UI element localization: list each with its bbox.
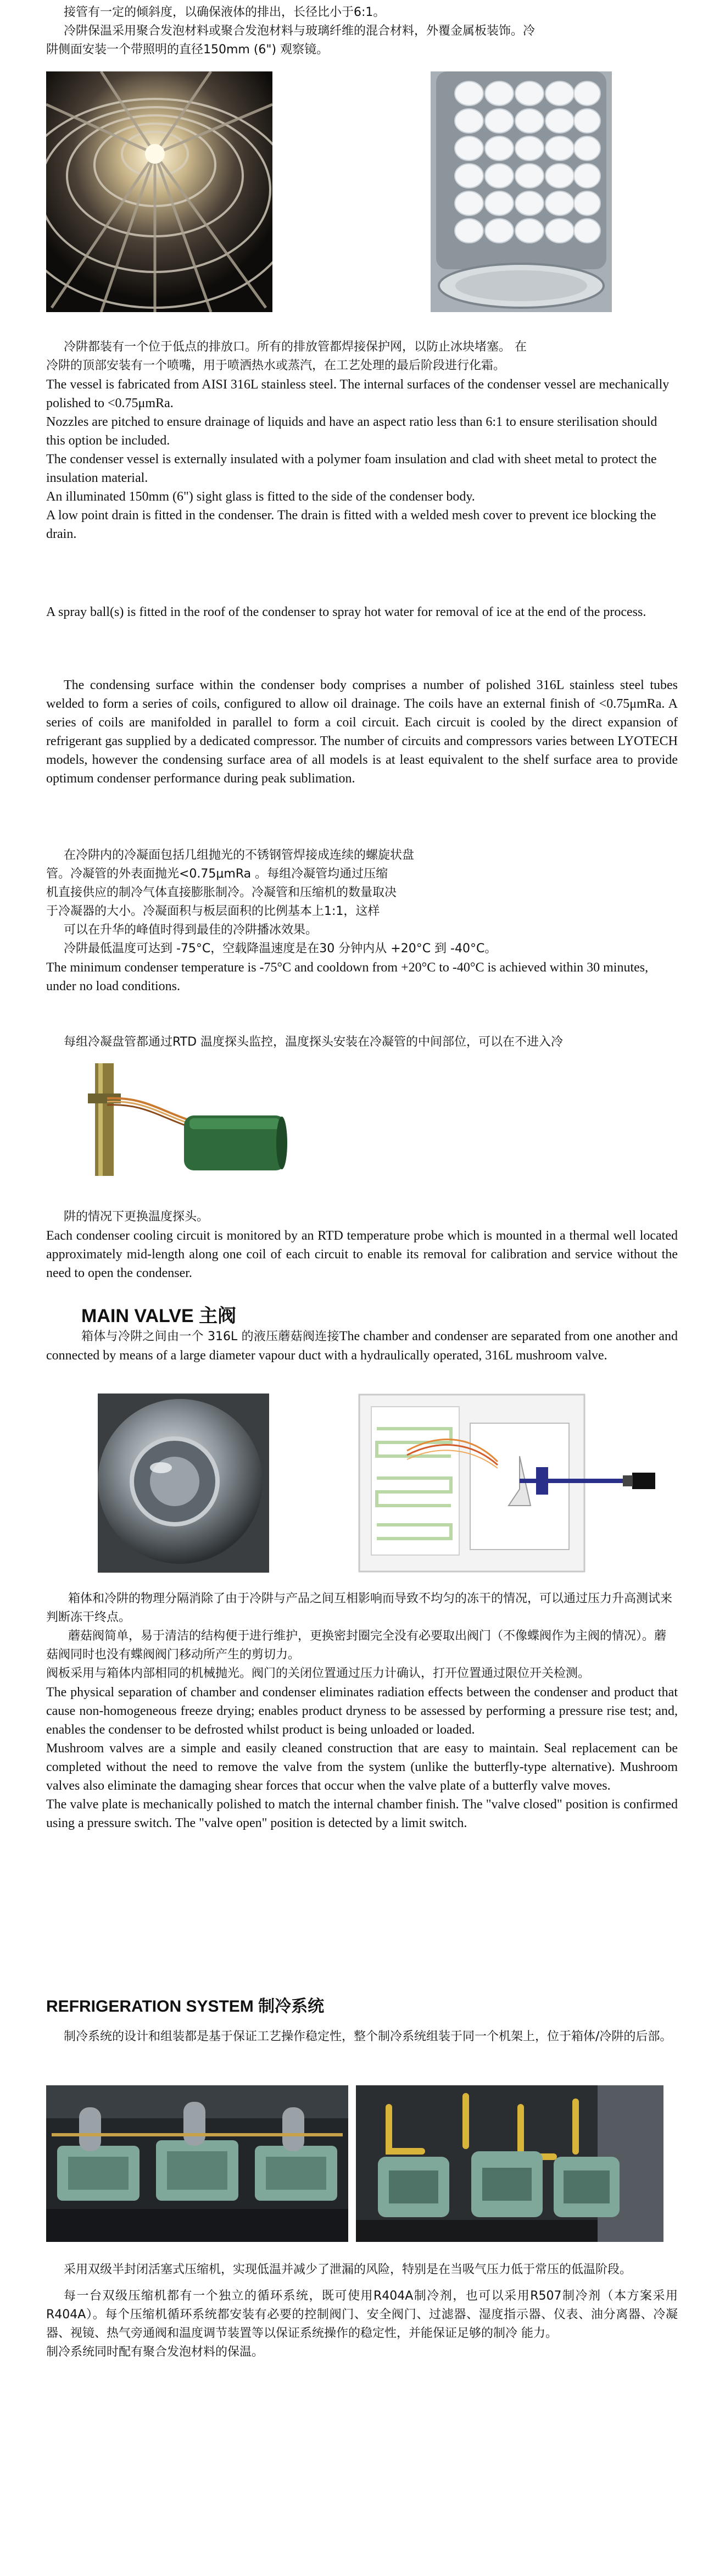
vessel-en-1: The vessel is fabricated from AISI 316L stainless steel. The internal surfaces of the condenser vessel are mechanically polished to <0.75μmRa.	[46, 377, 670, 410]
coils-zh-2: 管。冷凝管的外表面抛光<0.75μmRa 。每组冷凝管均通过压缩	[46, 867, 388, 881]
refrigeration-zh-3: 制冷系统同时配有聚合发泡材料的保温。	[46, 2345, 264, 2359]
coils-section	[46, 676, 678, 788]
refrigeration-heading: REFRIGERATION SYSTEM 制冷系统	[46, 1997, 325, 2016]
main-valve-zh-2: 蘑菇阀简单，易于清洁的结构便于进行维护，更换密封圈完全没有必要取出阀门（不像蝶阀作为主阀的情况）。蘑菇阀同时也没有蝶阀阀门移动所产生的剪切力。	[46, 1629, 667, 1662]
main-valve-en-3: The valve plate is mechanically polished to match the internal chamber finish. The "valve closed" position is confirmed using a pressure switch. The "valve open" position is detected by a limit switch.	[46, 1797, 678, 1830]
valve-schematic-diagram	[355, 1390, 662, 1576]
main-valve-intro	[46, 1327, 678, 1365]
condenser-coil-photo	[46, 71, 272, 312]
main-valve-en-1: The physical separation of chamber and condenser eliminates radiation effects between the condenser and product that cause non-homogeneous freeze drying; enables product dryness to be assessed by performing a pressure rise test; and, enables the condenser to be defrosted whilst product is being unloaded or loaded.	[46, 1685, 678, 1737]
vessel-en-2: Nozzles are pitched to ensure drainage of liquids and have an aspect ratio less than 6:1 to ensure sterilisation should this option be included.	[46, 415, 657, 448]
main-valve-zh-3: 阀板采用与箱体内部相同的机械抛光。阀门的关闭位置通过压力计确认，打开位置通过限位开关检测。	[46, 1667, 590, 1680]
vessel-en-4: An illuminated 150mm (6") sight glass is fitted to the side of the condenser body.	[46, 490, 475, 504]
vessel-en-3: The condenser vessel is externally insulated with a polymer foam insulation and clad with sheet metal to protect the insulation material.	[46, 452, 657, 485]
main-valve-body	[46, 1590, 678, 1833]
iced-coils-photo	[431, 71, 612, 312]
rtd-probe-illustration	[69, 1063, 288, 1179]
refrigeration-intro: 制冷系统的设计和组装都是基于保证工艺操作稳定性，整个制冷系统组装于同一个机架上，位于箱体/冷阱的后部。	[64, 2030, 672, 2044]
main-valve-intro-en: The chamber and condenser are separated from one another and connected by means of a large diameter vapour duct with a hydraulically operated, 316L mushroom valve.	[46, 1329, 678, 1363]
compressor-rack-photo-right	[356, 2085, 663, 2242]
refrigeration-zh-2: 每一台双级压缩机都有一个独立的循环系统，既可使用R404A制冷剂，也可以采用R507制冷剂（本方案采用R404A）。每个压缩机循环系统都安装有必要的控制阀门、安全阀门、过滤器、湿度指示器、仪表、油分离器、冷凝器、视镜、热气旁通阀和温度调节装置等以保证系统操作的稳定性，并能保证足够的制冷 能力。	[46, 2289, 678, 2340]
coils-zh	[46, 846, 678, 996]
main-valve-heading: MAIN VALVE 主阀	[81, 1306, 237, 1326]
refrigeration-zh-1: 采用双级半封闭活塞式压缩机，实现低温并减少了泄漏的风险，特别是在当吸气压力低于常压的低温阶段。	[64, 2263, 632, 2277]
top-intro	[46, 3, 678, 59]
refrigeration-body	[46, 2261, 678, 2362]
coils-zh-1: 在冷阱内的冷凝面包括几组抛光的不锈钢管焊接成连续的螺旋状盘	[64, 848, 415, 862]
coils-temp-en: The minimum condenser temperature is -75°C and cooldown from +20°C to -40°C is achieved within 30 minutes, under no load conditions.	[46, 961, 649, 993]
compressor-rack-photo-left	[46, 2085, 348, 2242]
coils-zh-6: 冷阱最低温度可达到 -75°C，空载降温速度是在30 分钟内从 +20°C 到 -40°C。	[64, 942, 497, 956]
intro-line-1: 接管有一定的倾斜度，以确保液体的排出，长径比小于6:1。	[64, 5, 386, 19]
refrigeration-header	[46, 1996, 678, 2046]
coils-zh-4: 于冷凝器的大小。冷凝面积与板层面积的比例基本上1:1，这样	[46, 904, 380, 918]
vessel-section	[46, 338, 678, 543]
main-valve-zh-1: 箱体和冷阱的物理分隔消除了由于冷阱与产品之间互相影响而导致不均匀的冻干的情况，可以通过压力升高测试来判断冻干终点。	[46, 1592, 673, 1624]
main-valve-intro-zh: 箱体与冷阱之间由一个 316L 的液压蘑菇阀连接	[81, 1330, 339, 1343]
rtd-zh-1: 每组冷凝盘管都通过RTD 温度探头监控，温度探头安装在冷凝管的中间部位，可以在不进入冷	[64, 1035, 564, 1049]
intro-line-3: 阱侧面安装一个带照明的直径150mm (6") 观察镜。	[46, 43, 329, 57]
rtd-en: Each condenser cooling circuit is monitored by an RTD temperature probe which is mounted in a thermal well located approximately mid-length along one coil of each circuit to enable its removal for calibration and service without the need to open the condenser.	[46, 1229, 678, 1280]
spray-ball-paragraph	[46, 603, 678, 621]
vessel-en-5: A low point drain is fitted in the condenser. The drain is fitted with a welded mesh cover to prevent ice blocking the drain.	[46, 508, 656, 541]
mushroom-valve-photo	[98, 1394, 269, 1573]
intro-line-2: 冷阱保温采用聚合发泡材料或聚合发泡材料与玻璃纤维的混合材料，外覆金属板装饰。冷	[64, 24, 536, 38]
main-valve-en-2: Mushroom valves are a simple and easily cleaned construction that are easy to maintain. Seal replacement can be completed without the need to remove the valve from the system (unlike the butterfly-type alternative). Mushroom valves also eliminate the damaging shear forces that occur when the valve plate of a butterfly valve moves.	[46, 1741, 678, 1793]
rtd-text	[46, 1208, 678, 1283]
spray-ball-text: A spray ball(s) is fitted in the roof of the condenser to spray hot water for removal of ice at the end of the process.	[46, 605, 646, 619]
rtd-zh-2: 阱的情况下更换温度探头。	[64, 1210, 209, 1224]
coils-zh-3: 机直接供应的制冷气体直接膨胀制冷。冷凝管和压缩机的数量取决	[46, 886, 397, 900]
drain-zh-1: 冷阱都装有一个位于低点的排放口。所有的排放管都焊接保护网，以防止冰块堵塞。 在	[64, 340, 527, 354]
drain-zh-2: 冷阱的顶部安装有一个喷嘴，用于喷洒热水或蒸汽，在工艺处理的最后阶段进行化霜。	[46, 359, 506, 373]
coils-en: The condensing surface within the condenser body comprises a number of polished 316L stainless steel tubes welded to form a series of coils, configured to allow oil drainage. The coils have an external finish of <0.75μmRa. A series of coils are manifolded in parallel to form a coil circuit. Each circuit is cooled by the direct expansion of refrigerant gas supplied by a dedicated compressor. The number of circuits and compressors varies between LYOTECH models, however the condensing surface area of all models is at least equivalent to the shelf surface area to provide optimum condenser performance during peak sublimation.	[46, 678, 678, 786]
main-valve-section	[46, 1305, 678, 1365]
coils-zh-5: 可以在升华的峰值时得到最佳的冷阱播冰效果。	[64, 923, 318, 937]
rtd-zh-1-block	[46, 1033, 678, 1052]
